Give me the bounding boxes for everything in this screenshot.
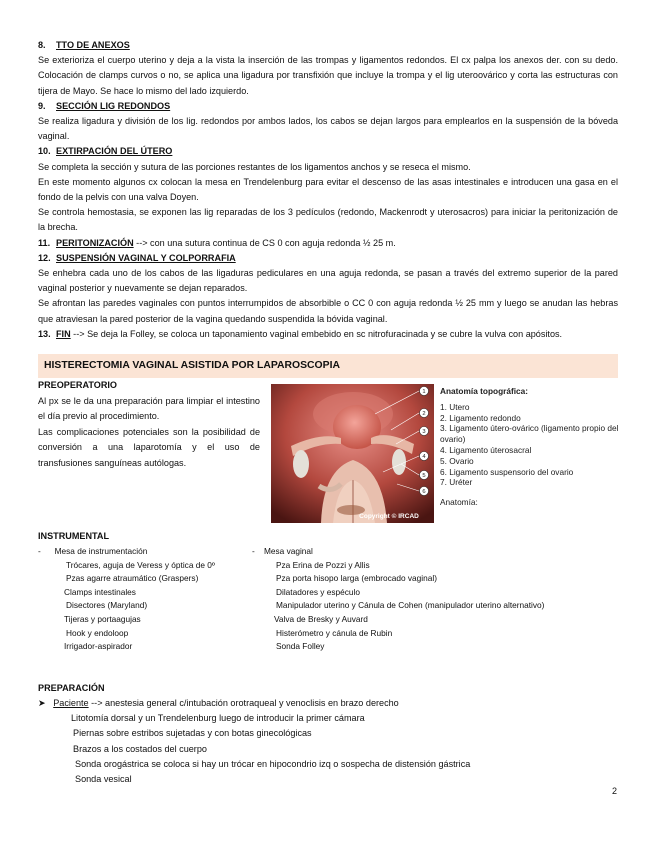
paragraph: Se afrontan las paredes vaginales con puntos interrumpidos de absorbible o CC 0 con aguja redonda ½ 25 mm y luego se anudan las hebras que atraviesan la pared posterior de la vagina quedando suspendida la bóvida vaginal. [38, 298, 618, 324]
list-head: - Mesa vaginal [252, 546, 313, 556]
legend-item: 7. Uréter [440, 477, 473, 488]
svg-text:3: 3 [422, 429, 426, 435]
preop-heading: PREOPERATORIO [38, 380, 117, 390]
legend-item: 1. Utero [440, 401, 470, 412]
procedure-steps [38, 38, 618, 342]
paragraph: En este momento algunos cx colocan la mesa en Trendelenburg para evitar el descenso de las asas intestinales e introducen una gasa en el fondo de la pelvis con una valva Doyen. [38, 176, 618, 203]
list-item: Brazos a los costados del cuerpo [73, 743, 207, 754]
svg-text:5: 5 [422, 473, 426, 479]
list-item: Clamps intestinales [64, 586, 136, 597]
arrow-bullet-icon: ➤ [38, 698, 46, 708]
svg-text:1: 1 [422, 389, 426, 395]
pelvis-illustration [271, 384, 434, 523]
list-item: Irrigador-aspirador [64, 641, 133, 652]
preparacion-heading: PREPARACIÓN [38, 683, 105, 693]
list-item: ➤ Paciente --> anestesia general c/intubación orotraqueal y venoclisis en brazo derecho [38, 698, 399, 708]
list-item: Sonda Folley [276, 641, 325, 652]
legend-item: 6. Ligamento suspensorio del ovario [440, 466, 574, 477]
list-item: Litotomía dorsal y un Trendelenburg luego de introducir la primer cámara [71, 713, 365, 724]
paragraph: 13. FIN --> Se deja la Folley, se coloca un taponamiento vaginal embebido en sc nitrofuracinada y se cubre la vulva con apósitos. [38, 328, 563, 339]
list-item: Sonda orogástrica se coloca si hay un trócar en hipocondrio izq o sospecha de distensión gástrica [75, 758, 471, 769]
paragraph: Las complicaciones potenciales son la posibilidad de conversión a una laparotomía y el uso de transfusiones sanguíneas autólogas. [38, 426, 260, 468]
instrument-list-left [38, 545, 215, 654]
legend-footer: Anatomía: [440, 497, 478, 508]
legend-title: Anatomía topográfica: [440, 386, 529, 396]
paragraph: 11. PERITONIZACIÓN --> con una sutura continua de CS 0 con aguja redonda ½ 25 m. [38, 237, 396, 248]
paragraph: Se completa la sección y sutura de las porciones restantes de los ligamentos anchos y se reseca el mismo. [38, 161, 471, 172]
list-item: Pza Erina de Pozzi y Allis [276, 559, 370, 570]
list-item: Dilatadores y espéculo [276, 586, 360, 597]
list-head: - Mesa de instrumentación [38, 546, 148, 556]
section-banner: HISTERECTOMIA VAGINAL ASISTIDA POR LAPAROSCOPIA [38, 354, 618, 378]
list-item: Manipulador uterino y Cánula de Cohen (manipulador uterino alternativo) [276, 600, 545, 611]
preop-text [38, 394, 260, 471]
list-item: Hook y endoloop [66, 627, 129, 638]
legend-item: 3. Ligamento útero-ovárico (ligamento propio del ovario) [440, 423, 619, 445]
list-item: Trócares, aguja de Veress y óptica de 0º [66, 559, 215, 570]
page-number: 2 [611, 786, 617, 796]
paragraph: Al px se le da una preparación para limpiar el intestino el día previo al procedimiento. [38, 396, 260, 422]
list-item: Disectores (Maryland) [66, 600, 148, 611]
paragraph: Se controla hemostasia, se exponen las lig reparadas de los 3 pedículos (redondo, Mackenrodt y uterosacros) para iniciar la peritonización de la brecha. [38, 207, 618, 233]
section-heading: 12. SUSPENSIÓN VAGINAL Y COLPORRAFIA [38, 252, 236, 263]
list-item: Sonda vesical [75, 774, 132, 785]
svg-text:6: 6 [422, 489, 426, 495]
svg-text:2: 2 [422, 411, 426, 417]
paragraph: Se enhebra cada uno de los cabos de las ligaduras pediculares en una aguja redonda, se pasan a través del extremo superior de la pared vaginal posterior y nuevamente se dejan reparados. [38, 268, 618, 294]
section-heading: 10. EXTIRPACIÓN DEL ÚTERO [38, 146, 173, 157]
paragraph: Se realiza ligadura y división de los lig. redondos por ambos lados, los cabos se dejan largos para emplearlos en la suspensión de la bóveda vaginal. [38, 116, 618, 142]
list-item: Valva de Bresky y Auvard [274, 613, 368, 624]
list-item: Pzas agarre atraumático (Graspers) [66, 573, 199, 584]
paragraph: Se exterioriza el cuerpo uterino y deja a la vista la inserción de las trompas y ligamentos redondos. El cx palpa los anexos der. con su dedo. Colocación de clamps curvos o no, se aplica una ligadura por transfixión que incluye la trompa y el lig uteroovárico y corta las estructuras con tijera de Mayo. Se hace lo mismo del lado izquierdo. [38, 55, 618, 96]
anatomy-photo [271, 384, 434, 523]
preparacion-list [38, 696, 618, 787]
list-item: Tijeras y portaagujas [64, 613, 141, 624]
legend-item: 2. Ligamento redondo [440, 412, 521, 423]
instrumental-heading: INSTRUMENTAL [38, 531, 110, 541]
legend-item: 4. Ligamento úterosacral [440, 444, 532, 455]
list-item: Pza porta hisopo larga (embrocado vaginal) [276, 573, 437, 584]
section-heading: 9. SECCIÓN LIG REDONDOS [38, 100, 171, 111]
copyright-text: Copyright © IRCAD [359, 513, 419, 520]
instrument-list-right [252, 545, 544, 654]
list-item: Histerómetro y cánula de Rubin [276, 627, 393, 638]
list-item: Piernas sobre estribos sujetadas y con botas ginecológicas [73, 728, 312, 739]
legend-item: 5. Ovario [440, 455, 474, 466]
svg-text:4: 4 [422, 454, 426, 460]
figure-legend [440, 386, 630, 508]
section-heading: 8. TTO DE ANEXOS [38, 40, 130, 50]
